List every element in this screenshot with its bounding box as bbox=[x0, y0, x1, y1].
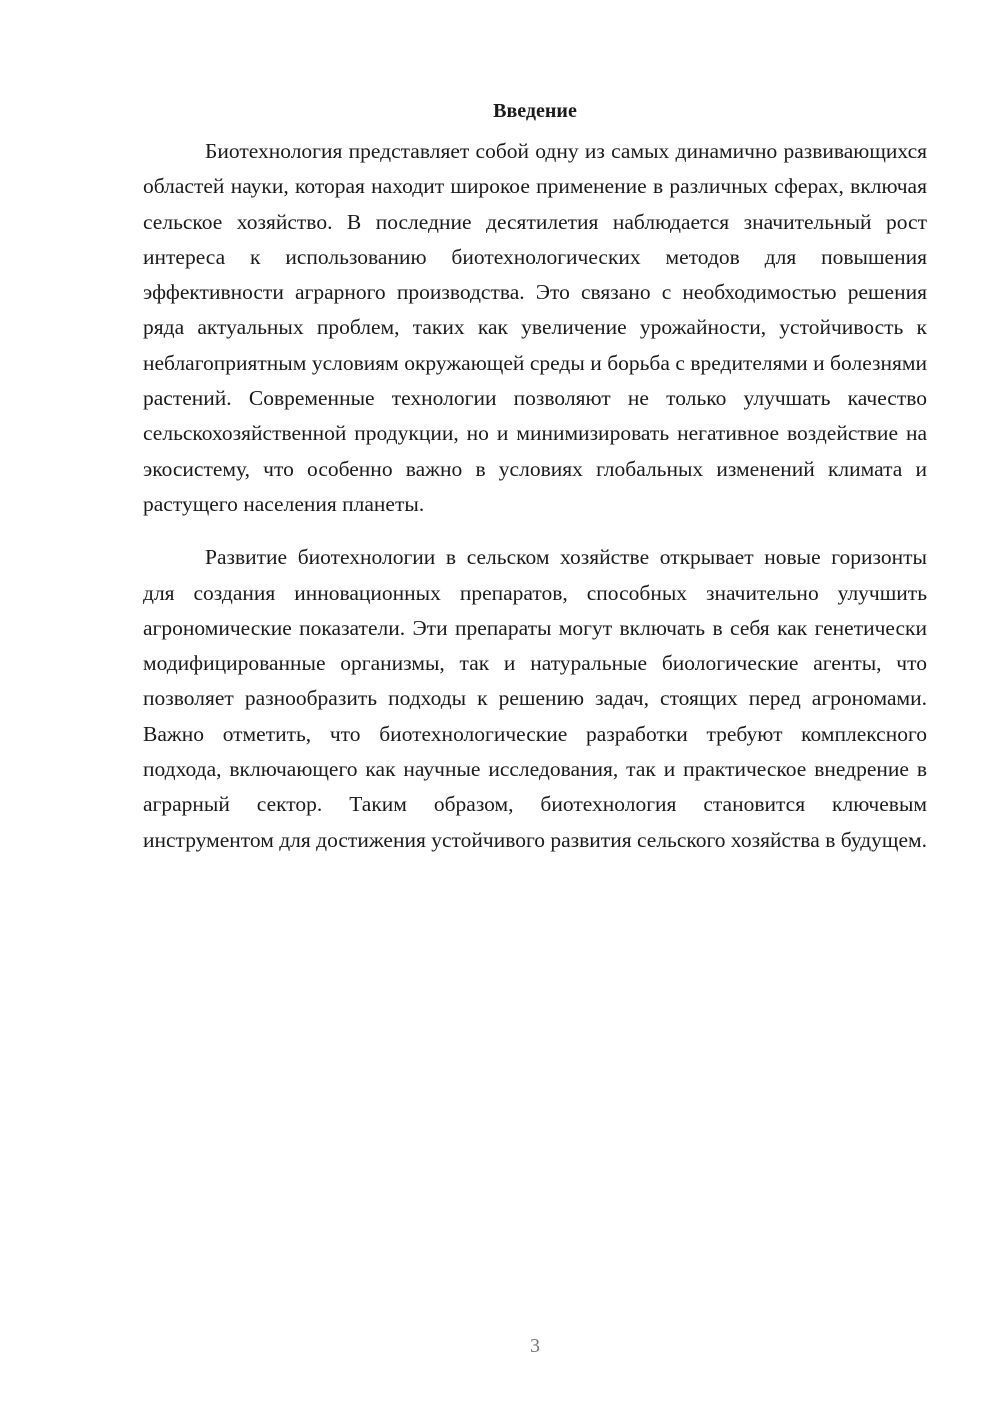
section-title: Введение bbox=[493, 100, 577, 122]
page-content bbox=[143, 96, 927, 876]
page-number: 3 bbox=[530, 1335, 540, 1357]
paragraph-2: Развитие биотехнологии в сельском хозяйстве открывает новые горизонты для создания инновационных препаратов, способных значительно улучшить агрономические показатели. Эти препараты могут включать в себя как генетически модифицированные организмы, так и натуральные биологические агенты, что позволяет разнообразить подходы к решению задач, стоящих перед агрономами. Важно отметить, что биотехнологические разработки требуют комплексного подхода, включающего как научные исследования, так и практическое внедрение в аграрный сектор. Таким образом, биотехнология становится ключевым инструментом для достижения устойчивого развития сельского хозяйства в будущем. bbox=[143, 545, 928, 852]
paragraph-1: Биотехнология представляет собой одну из самых динамично развивающихся областей науки, которая находит широкое применение в различных сферах, включая сельское хозяйство. В последние десятилетия наблюдается значительный рост интереса к использованию биотехнологических методов для повышения эффективности аграрного производства. Это связано с необходимостью решения ряда актуальных проблем, таких как увеличение урожайности, устойчивость к неблагоприятным условиям окружающей среды и борьба с вредителями и болезнями растений. Современные технологии позволяют не только улучшать качество сельскохозяйственной продукции, но и минимизировать негативное воздействие на экосистему, что особенно важно в условиях глобальных изменений климата и растущего населения планеты. bbox=[143, 139, 927, 516]
